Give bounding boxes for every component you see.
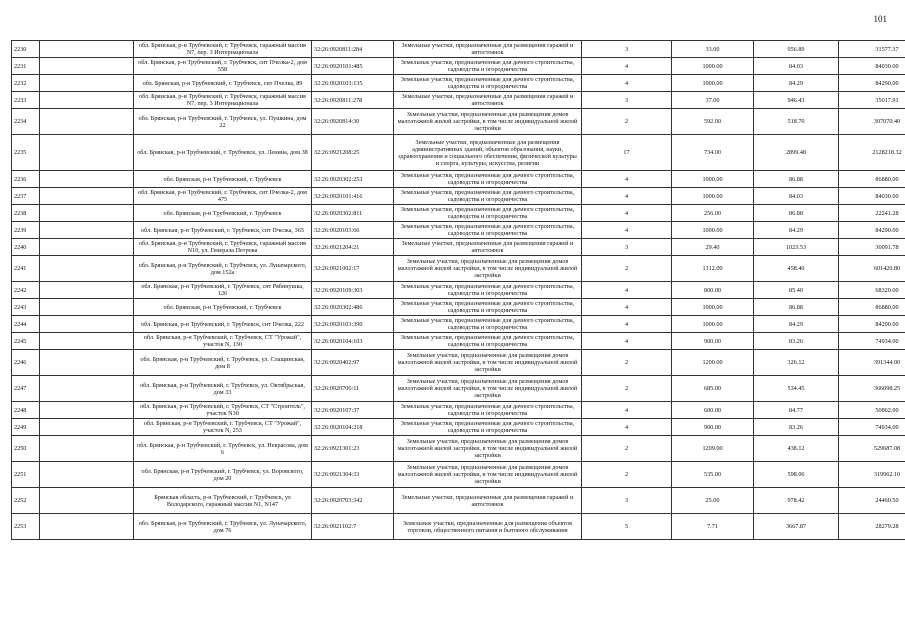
- table-row: [12, 402, 905, 419]
- address-cell: обл. Брянская, р-н Трубчевский, г. Трубчевск, ул. Некрасова, дом 6: [134, 436, 312, 462]
- row-number: 2240: [12, 239, 40, 256]
- cadastral-number-cell: 32:26:0921102:7: [312, 514, 394, 540]
- cadastral-number-cell: 32:26:0920703:342: [312, 488, 394, 514]
- land-use-cell: Земельные участки, предназначенные для дачного строительства, садоводства и огородничества: [394, 402, 582, 419]
- cadastral-number-cell: 32:26:0920811:278: [312, 92, 394, 109]
- land-use-cell: Земельные участки, предназначенные для дачного строительства, садоводства и огородничества: [394, 419, 582, 436]
- group-cell: 4: [582, 188, 672, 205]
- cadastral-value-cell: 68320.00: [839, 282, 905, 299]
- address-cell: обл. Брянская, р-н Трубчевский, г. Трубчевск: [134, 299, 312, 316]
- area-cell: 1209.00: [672, 436, 754, 462]
- group-cell: 3: [582, 92, 672, 109]
- cadastral-value-cell: 31577.37: [839, 41, 905, 58]
- row-number: 2239: [12, 222, 40, 239]
- area-cell: 37.00: [672, 92, 754, 109]
- area-cell: 33.00: [672, 41, 754, 58]
- group-cell: 3: [582, 239, 672, 256]
- specific-value-cell: 85.40: [754, 282, 839, 299]
- land-use-cell: Земельные участки, предназначенные для размещения гаражей и автостоянок: [394, 488, 582, 514]
- row-number: 2231: [12, 58, 40, 75]
- gap-cell: [40, 436, 134, 462]
- land-use-cell: Земельные участки, предназначенные для размещения домов малоэтажной жилой застройки, в том числе индивидуальной жилой застройки: [394, 109, 582, 135]
- land-use-cell: Земельные участки, предназначенные для дачного строительства, садоводства и огородничества: [394, 282, 582, 299]
- area-cell: 1000.00: [672, 316, 754, 333]
- specific-value-cell: 2899.48: [754, 135, 839, 171]
- area-cell: 900.00: [672, 333, 754, 350]
- table-row: [12, 222, 905, 239]
- land-use-cell: Земельные участки, предназначенные для размещения гаражей и автостоянок: [394, 92, 582, 109]
- address-cell: обл. Брянская, р-н Трубчевский, г. Трубчевск, ул. Ленина, дом 38: [134, 135, 312, 171]
- area-cell: 734.00: [672, 135, 754, 171]
- table-row: [12, 256, 905, 282]
- address-cell: обл. Брянская, р-н Трубчевский, г. Трубчевск, ул. Октябрьская, дом 33: [134, 376, 312, 402]
- area-cell: 900.00: [672, 419, 754, 436]
- gap-cell: [40, 58, 134, 75]
- area-cell: 1000.00: [672, 222, 754, 239]
- area-cell: 600.00: [672, 402, 754, 419]
- land-use-cell: Земельные участки, предназначенные для дачного строительства, садоводства и огородничества: [394, 333, 582, 350]
- gap-cell: [40, 75, 134, 92]
- specific-value-cell: 83.26: [754, 333, 839, 350]
- group-cell: 17: [582, 135, 672, 171]
- area-cell: 1000.00: [672, 188, 754, 205]
- table-row: [12, 58, 905, 75]
- cadastral-value-cell: 84290.00: [839, 222, 905, 239]
- cadastral-value-cell: 601420.80: [839, 256, 905, 282]
- group-cell: 4: [582, 299, 672, 316]
- group-cell: 3: [582, 488, 672, 514]
- cadastral-number-cell: 32:26:0920107:37: [312, 402, 394, 419]
- group-cell: 2: [582, 462, 672, 488]
- area-cell: 1000.00: [672, 58, 754, 75]
- address-cell: обл. Брянская, р-н Трубчевский, г. Трубчевск, гаражный массив N10, ул. Генерала Петрова: [134, 239, 312, 256]
- land-use-cell: Земельные участки, предназначенные для дачного строительства, садоводства и огородничества: [394, 188, 582, 205]
- land-use-cell: Земельные участки, предназначенные для дачного строительства, садоводства и огородничества: [394, 222, 582, 239]
- cadastral-value-cell: 84290.00: [839, 316, 905, 333]
- area-cell: 800.00: [672, 282, 754, 299]
- specific-value-cell: 86.88: [754, 171, 839, 188]
- table-row: [12, 171, 905, 188]
- address-cell: обл. Брянская, р-н Трубчевский, г. Трубчевск: [134, 171, 312, 188]
- group-cell: 4: [582, 419, 672, 436]
- area-cell: 685.00: [672, 376, 754, 402]
- table-row: [12, 41, 905, 58]
- gap-cell: [40, 109, 134, 135]
- address-cell: обл. Брянская, р-н Трубчевский, г. Трубчевск, снт Пчелка, 89: [134, 75, 312, 92]
- land-registry-table: [11, 40, 905, 540]
- address-cell: Брянская область, р-н Трубчевский, г. Трубчевск, ул Володарского, гаражный массив N1, N147: [134, 488, 312, 514]
- gap-cell: [40, 239, 134, 256]
- gap-cell: [40, 135, 134, 171]
- row-number: 2237: [12, 188, 40, 205]
- land-use-cell: Земельные участки, предназначенные для дачного строительства, садоводства и огородничества: [394, 316, 582, 333]
- row-number: 2253: [12, 514, 40, 540]
- specific-value-cell: 84.29: [754, 75, 839, 92]
- specific-value-cell: 84.03: [754, 188, 839, 205]
- specific-value-cell: 438.12: [754, 436, 839, 462]
- cadastral-number-cell: 32:26:0921304:33: [312, 462, 394, 488]
- row-number: 2238: [12, 205, 40, 222]
- cadastral-value-cell: 84030.00: [839, 58, 905, 75]
- group-cell: 2: [582, 256, 672, 282]
- land-use-cell: Земельные участки, предназначенные для дачного строительства, садоводства и огородничества: [394, 75, 582, 92]
- specific-value-cell: 946.43: [754, 92, 839, 109]
- row-number: 2235: [12, 135, 40, 171]
- row-number: 2244: [12, 316, 40, 333]
- cadastral-number-cell: 32:26:0920103:135: [312, 75, 394, 92]
- specific-value-cell: 84.03: [754, 58, 839, 75]
- cadastral-value-cell: 74934.00: [839, 419, 905, 436]
- land-use-cell: Земельные участки, предназначенные для размещения домов малоэтажной жилой застройки, в том числе индивидуальной жилой застройки: [394, 376, 582, 402]
- gap-cell: [40, 256, 134, 282]
- cadastral-number-cell: 32:26:0920101:416: [312, 188, 394, 205]
- cadastral-value-cell: 24460.50: [839, 488, 905, 514]
- cadastral-number-cell: 32:26:0920103:390: [312, 316, 394, 333]
- cadastral-value-cell: 84290.00: [839, 75, 905, 92]
- cadastral-number-cell: 32:26:0920103:66: [312, 222, 394, 239]
- row-number: 2233: [12, 92, 40, 109]
- row-number: 2234: [12, 109, 40, 135]
- cadastral-number-cell: 32:26:0920811:284: [312, 41, 394, 58]
- row-number: 2252: [12, 488, 40, 514]
- specific-value-cell: 534.45: [754, 376, 839, 402]
- group-cell: 4: [582, 75, 672, 92]
- gap-cell: [40, 462, 134, 488]
- row-number: 2248: [12, 402, 40, 419]
- row-number: 2243: [12, 299, 40, 316]
- group-cell: 2: [582, 109, 672, 135]
- group-cell: 4: [582, 58, 672, 75]
- gap-cell: [40, 419, 134, 436]
- cadastral-number-cell: 32:26:0920302:253: [312, 171, 394, 188]
- cadastral-value-cell: 84030.00: [839, 188, 905, 205]
- cadastral-value-cell: 50862.00: [839, 402, 905, 419]
- land-use-cell: Земельные участки, предназначенные для размещения административных зданий, объектов образования, науки, здравоохранения и социального обеспечения, физической культуры и спорта, культуры, искусства, религии: [394, 135, 582, 171]
- group-cell: 4: [582, 402, 672, 419]
- table-row: [12, 350, 905, 376]
- row-number: 2236: [12, 171, 40, 188]
- table-row: [12, 205, 905, 222]
- cadastral-number-cell: 32:26:0920302:811: [312, 205, 394, 222]
- table-row: [12, 239, 905, 256]
- land-use-cell: Земельные участки, предназначенные для размещения домов малоэтажной жилой застройки, в том числе индивидуальной жилой застройки: [394, 462, 582, 488]
- page-number: 101: [873, 14, 887, 24]
- cadastral-number-cell: 32:26:0921208:25: [312, 135, 394, 171]
- row-number: 2249: [12, 419, 40, 436]
- specific-value-cell: 83.26: [754, 419, 839, 436]
- table-row: [12, 75, 905, 92]
- cadastral-value-cell: 391344.00: [839, 350, 905, 376]
- row-number: 2245: [12, 333, 40, 350]
- row-number: 2232: [12, 75, 40, 92]
- land-use-cell: Земельные участки, предназначенные для дачного строительства, садоводства и огородничества: [394, 58, 582, 75]
- cadastral-number-cell: 32:26:0921002:17: [312, 256, 394, 282]
- gap-cell: [40, 514, 134, 540]
- address-cell: обл. Брянская, р-н Трубчевский, г. Трубчевск, ул. Пушкина, дом 22: [134, 109, 312, 135]
- land-use-cell: Земельные участки, предназначенные для размещения объектов торговли, общественного питания и бытового обслуживания: [394, 514, 582, 540]
- table-row: [12, 436, 905, 462]
- group-cell: 4: [582, 333, 672, 350]
- address-cell: обл. Брянская, р-н Трубчевский, г. Трубчевск, СТ "Урожай", участок N, 130: [134, 333, 312, 350]
- group-cell: 4: [582, 316, 672, 333]
- area-cell: 256.00: [672, 205, 754, 222]
- land-use-cell: Земельные участки, предназначенные для размещения домов малоэтажной жилой застройки, в том числе индивидуальной жилой застройки: [394, 256, 582, 282]
- cadastral-number-cell: 32:26:0921204:21: [312, 239, 394, 256]
- group-cell: 2: [582, 376, 672, 402]
- cadastral-number-cell: 32:26:0921301:23: [312, 436, 394, 462]
- cadastral-number-cell: 32:26:0920402:97: [312, 350, 394, 376]
- row-number: 2247: [12, 376, 40, 402]
- address-cell: обл. Брянская, р-н Трубчевский, г. Трубчевск, СТ "Урожай", участок N, 253: [134, 419, 312, 436]
- cadastral-value-cell: 86880.00: [839, 299, 905, 316]
- table-row: [12, 282, 905, 299]
- cadastral-value-cell: 2128218.32: [839, 135, 905, 171]
- specific-value-cell: 84.77: [754, 402, 839, 419]
- area-cell: 25.00: [672, 488, 754, 514]
- area-cell: 1200.00: [672, 350, 754, 376]
- address-cell: обл. Брянская, р-н Трубчевский, г. Трубчевск, ул. Луначарского, дом 76: [134, 514, 312, 540]
- address-cell: обл. Брянская, р-н Трубчевский, г. Трубчевск, снт Пчелка-2, дом 475: [134, 188, 312, 205]
- gap-cell: [40, 282, 134, 299]
- gap-cell: [40, 171, 134, 188]
- specific-value-cell: 458.40: [754, 256, 839, 282]
- cadastral-number-cell: 32:26:0920104:218: [312, 419, 394, 436]
- cadastral-number-cell: 32:26:0920101:485: [312, 58, 394, 75]
- cadastral-number-cell: 32:26:0920104:103: [312, 333, 394, 350]
- cadastral-value-cell: 366098.25: [839, 376, 905, 402]
- group-cell: 3: [582, 41, 672, 58]
- land-use-cell: Земельные участки, предназначенные для дачного строительства, садоводства и огородничества: [394, 205, 582, 222]
- address-cell: обл. Брянская, р-н Трубчевский, г. Трубчевск, гаражный массив N7, пер. 3 Интернационала: [134, 41, 312, 58]
- gap-cell: [40, 205, 134, 222]
- table-row: [12, 514, 905, 540]
- gap-cell: [40, 92, 134, 109]
- specific-value-cell: 86.88: [754, 205, 839, 222]
- group-cell: 2: [582, 436, 672, 462]
- address-cell: обл. Брянская, р-н Трубчевский, г. Трубчевск, снт Рябинушка, 126: [134, 282, 312, 299]
- area-cell: 1000.00: [672, 171, 754, 188]
- area-cell: 535.00: [672, 462, 754, 488]
- cadastral-value-cell: 529687.08: [839, 436, 905, 462]
- address-cell: обл. Брянская, р-н Трубчевский, г. Трубчевск, снт Пчелка, 365: [134, 222, 312, 239]
- gap-cell: [40, 222, 134, 239]
- table-body: [12, 41, 905, 540]
- group-cell: 5: [582, 514, 672, 540]
- address-cell: обл. Брянская, р-н Трубчевский, г. Трубчевск, снт Пчелка, 222: [134, 316, 312, 333]
- row-number: 2242: [12, 282, 40, 299]
- address-cell: обл. Брянская, р-н Трубчевский, г. Трубчевск, гаражный массив N7, пер. 3 Интернационала: [134, 92, 312, 109]
- row-number: 2246: [12, 350, 40, 376]
- gap-cell: [40, 376, 134, 402]
- cadastral-value-cell: 74934.00: [839, 333, 905, 350]
- specific-value-cell: 978.42: [754, 488, 839, 514]
- gap-cell: [40, 488, 134, 514]
- table-row: [12, 316, 905, 333]
- specific-value-cell: 1023.53: [754, 239, 839, 256]
- group-cell: 4: [582, 222, 672, 239]
- gap-cell: [40, 350, 134, 376]
- table-row: [12, 92, 905, 109]
- table-row: [12, 109, 905, 135]
- cadastral-value-cell: 86880.00: [839, 171, 905, 188]
- land-use-cell: Земельные участки, предназначенные для размещения гаражей и автостоянок: [394, 41, 582, 58]
- table-row: [12, 299, 905, 316]
- specific-value-cell: 956.89: [754, 41, 839, 58]
- area-cell: 1000.00: [672, 299, 754, 316]
- area-cell: 29.40: [672, 239, 754, 256]
- address-cell: обл. Брянская, р-н Трубчевский, г. Трубчевск: [134, 205, 312, 222]
- area-cell: 1000.00: [672, 75, 754, 92]
- row-number: 2241: [12, 256, 40, 282]
- address-cell: обл. Брянская, р-н Трубчевский, г. Трубчевск, ул. Слащинская, дом 8: [134, 350, 312, 376]
- specific-value-cell: 518.70: [754, 109, 839, 135]
- area-cell: 1312.00: [672, 256, 754, 282]
- table-row: [12, 488, 905, 514]
- cadastral-number-cell: 32:26:0920302:486: [312, 299, 394, 316]
- table-row: [12, 333, 905, 350]
- row-number: 2251: [12, 462, 40, 488]
- cadastral-value-cell: 35017.91: [839, 92, 905, 109]
- specific-value-cell: 84.29: [754, 222, 839, 239]
- group-cell: 2: [582, 350, 672, 376]
- table-row: [12, 376, 905, 402]
- cadastral-value-cell: 28279.28: [839, 514, 905, 540]
- cadastral-number-cell: 32:26:0920814:30: [312, 109, 394, 135]
- address-cell: обл. Брянская, р-н Трубчевский, г. Трубчевск, снт Пчелка-2, дом 558: [134, 58, 312, 75]
- table-row: [12, 135, 905, 171]
- gap-cell: [40, 188, 134, 205]
- area-cell: 592.00: [672, 109, 754, 135]
- specific-value-cell: 84.29: [754, 316, 839, 333]
- land-use-cell: Земельные участки, предназначенные для дачного строительства, садоводства и огородничества: [394, 171, 582, 188]
- cadastral-value-cell: 307070.40: [839, 109, 905, 135]
- cadastral-value-cell: 319962.10: [839, 462, 905, 488]
- land-use-cell: Земельные участки, предназначенные для дачного строительства, садоводства и огородничества: [394, 299, 582, 316]
- area-cell: 7.71: [672, 514, 754, 540]
- cadastral-value-cell: 22241.28: [839, 205, 905, 222]
- gap-cell: [40, 316, 134, 333]
- table-row: [12, 462, 905, 488]
- address-cell: обл. Брянская, р-н Трубчевский, г. Трубчевск, ул. Воровского, дом 20: [134, 462, 312, 488]
- specific-value-cell: 3667.87: [754, 514, 839, 540]
- land-use-cell: Земельные участки, предназначенные для размещения домов малоэтажной жилой застройки, в том числе индивидуальной жилой застройки: [394, 350, 582, 376]
- gap-cell: [40, 333, 134, 350]
- cadastral-value-cell: 30091.78: [839, 239, 905, 256]
- specific-value-cell: 598.06: [754, 462, 839, 488]
- group-cell: 4: [582, 282, 672, 299]
- gap-cell: [40, 402, 134, 419]
- address-cell: обл. Брянская, р-н Трубчевский, г. Трубчевск, СТ "Строитель", участок N30: [134, 402, 312, 419]
- gap-cell: [40, 41, 134, 58]
- cadastral-number-cell: 32:26:0920109:303: [312, 282, 394, 299]
- land-use-cell: Земельные участки, предназначенные для размещения гаражей и автостоянок: [394, 239, 582, 256]
- table-row: [12, 419, 905, 436]
- address-cell: обл. Брянская, р-н Трубчевский, г. Трубчевск, ул. Луначарского, дом 152а: [134, 256, 312, 282]
- specific-value-cell: 326.12: [754, 350, 839, 376]
- group-cell: 4: [582, 205, 672, 222]
- specific-value-cell: 86.88: [754, 299, 839, 316]
- group-cell: 4: [582, 171, 672, 188]
- cadastral-number-cell: 32:26:0920706:11: [312, 376, 394, 402]
- row-number: 2230: [12, 41, 40, 58]
- table-row: [12, 188, 905, 205]
- row-number: 2250: [12, 436, 40, 462]
- gap-cell: [40, 299, 134, 316]
- land-use-cell: Земельные участки, предназначенные для размещения домов малоэтажной жилой застройки, в том числе индивидуальной жилой застройки: [394, 436, 582, 462]
